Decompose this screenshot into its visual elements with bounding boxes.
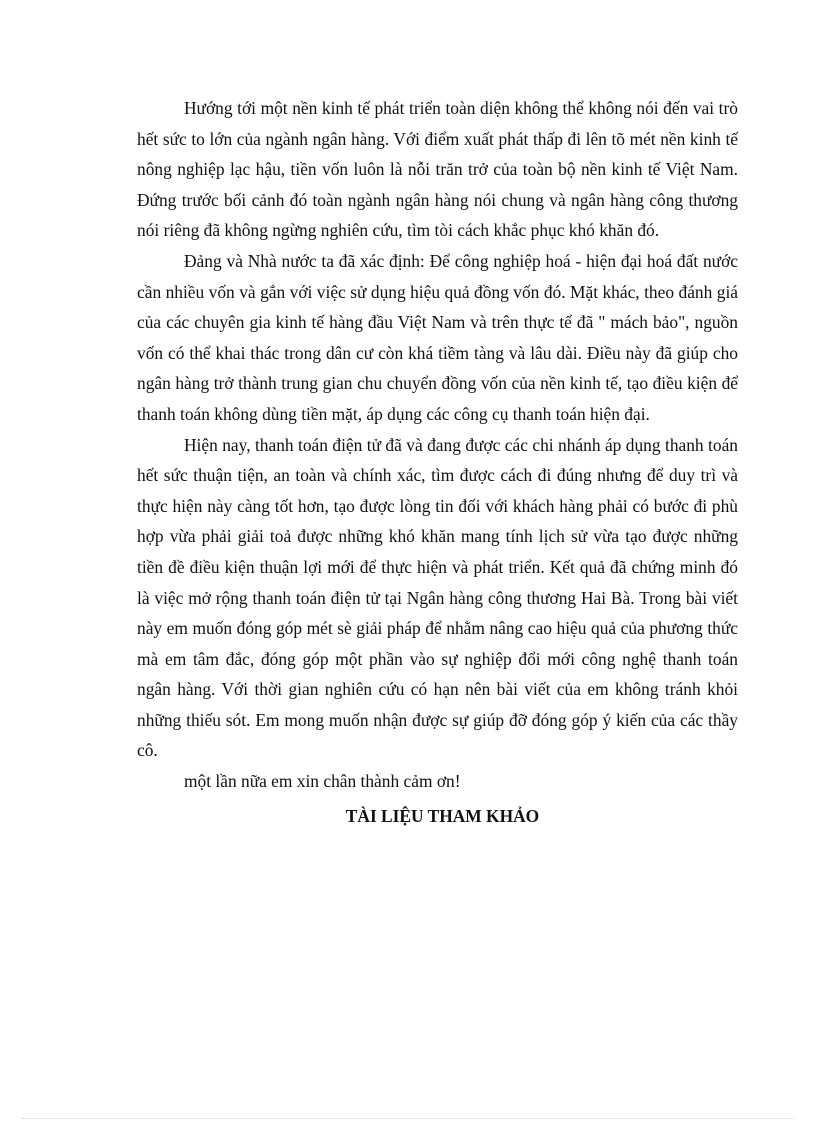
- paragraph-intro: Hướng tới một nền kinh tế phát triển toàn diện không thể không nói đến vai trò hết sức to lớn của ngành ngân hàng. Với điểm xuất phát thấp đi lên tõ mét nền kinh tế nông nghiệp lạc hậu, tiền vốn luôn là nỗi trăn trở của toàn bộ nền kinh tế Việt Nam. Đứng trước bối cảnh đó toàn ngành ngân hàng nói chung và ngân hàng công thương nói riêng đã không ngừng nghiên cứu, tìm tòi cách khắc phục khó khăn đó.: [137, 98, 738, 241]
- paragraph-policy: Đảng và Nhà nước ta đã xác định: Để công nghiệp hoá - hiện đại hoá đất nước cần nhiều vốn và gắn với việc sử dụng hiệu quả đồng vốn đó. Mặt khác, theo đánh giá của các chuyên gia kinh tế hàng đầu Việt Nam và trên thực tế đã " mách bảo", nguồn vốn có thể khai thác trong dân cư còn khá tiềm tàng và lâu dài. Điều này đã giúp cho ngân hàng trở thành trung gian chu chuyển đồng vốn của nền kinh tế, tạo điều kiện để thanh toán không dùng tiền mặt, áp dụng các công cụ thanh toán hiện đại.: [137, 250, 738, 424]
- references-heading: TÀI LIỆU THAM KHẢO: [345, 805, 540, 826]
- paragraph-electronic-payment: Hiện nay, thanh toán điện tử đã và đang được các chi nhánh áp dụng thanh toán hết sức thuận tiện, an toàn và chính xác, tìm được cách đi đúng nhưng để duy trì và thực hiện này càng tốt hơn, tạo được lòng tin đối với khách hàng phải có bước đi phù hợp vừa phải giải toả được những khó khăn mang tính lịch sử vừa tạo được những tiền đề điều kiện thuận lợi mới để thực hiện và phát triển. Kết quả đã chứng minh đó là việc mở rộng thanh toán điện tử tại Ngân hàng công thương Hai Bà. Trong bài viết này em muốn đóng góp mét sè giải pháp để nhằm nâng cao hiệu quả của phương thức mà em tâm đắc, đóng góp một phần vào sự nghiệp đổi mới công nghệ thanh toán ngân hàng. Với thời gian nghiên cứu có hạn nên bài viết của em không tránh khỏi những thiếu sót. Em mong muốn nhận được sự giúp đỡ đóng góp ý kiến của các thầy cô.: [137, 434, 738, 761]
- closing-thanks: một lần nữa em xin chân thành cảm ơn!: [184, 771, 461, 792]
- document-body: [137, 93, 738, 831]
- page-bottom-divider: [22, 1118, 794, 1119]
